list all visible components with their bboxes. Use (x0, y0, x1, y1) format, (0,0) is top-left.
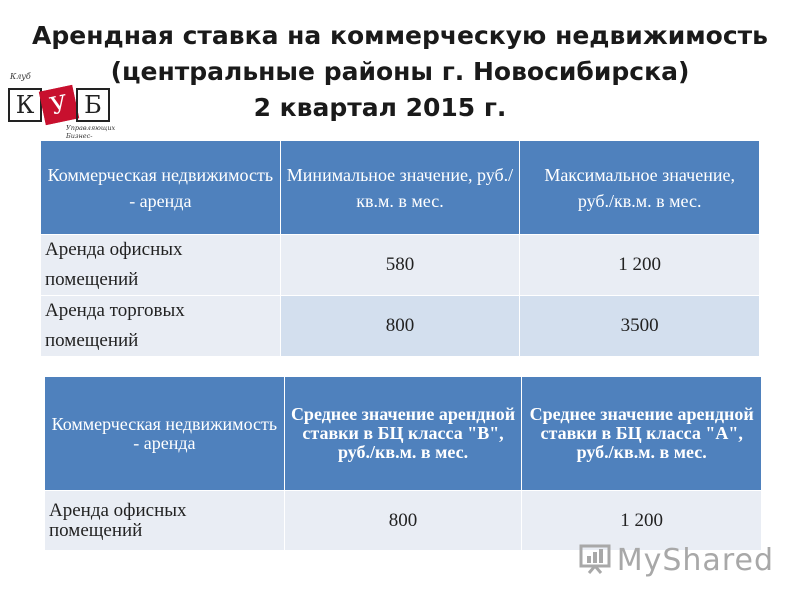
class-a-value: 1 200 (522, 491, 762, 551)
class-b-value: 800 (284, 491, 522, 551)
header-cell: Среднее значение арендной ставки в БЦ класса "В", руб./кв.м. в мес. (284, 377, 522, 491)
logo-subtitle: Управляющих Бизнес- (66, 124, 116, 140)
header-cell: Максимальное значение, руб./кв.м. в мес. (520, 141, 760, 235)
min-value: 800 (280, 296, 520, 357)
max-value: 3500 (520, 296, 760, 357)
table-row (41, 235, 760, 296)
title-line-3: 2 квартал 2015 г. (253, 93, 507, 122)
header-cell: Коммерческая недвижимость - аренда (41, 141, 281, 235)
table-header-row (41, 141, 760, 235)
min-value: 580 (280, 235, 520, 296)
max-value: 1 200 (520, 235, 760, 296)
watermark (579, 542, 774, 578)
page-title (0, 18, 800, 126)
header-cell: Среднее значение арендной ставки в БЦ класса "А", руб./кв.м. в мес. (522, 377, 762, 491)
logo-klub-text: Клуб (10, 72, 31, 81)
table-row (41, 296, 760, 357)
table-header-row (45, 377, 762, 491)
header-cell: Минимальное значение, руб./кв.м. в мес. (280, 141, 520, 235)
presentation-icon (579, 542, 613, 574)
row-label: Аренда офисных помещений (45, 491, 285, 551)
header-cell: Коммерческая недвижимость - аренда (45, 377, 285, 491)
row-label: Аренда торговых помещений (41, 296, 281, 357)
title-line-2: (центральные районы г. Новосибирска) (110, 57, 690, 86)
title-line-1: Арендная ставка на коммерческую недвижимость (32, 21, 768, 50)
club-logo (4, 70, 114, 142)
logo-letter-1: К (8, 88, 42, 122)
logo-letter-2: У (39, 85, 79, 125)
watermark-text: MyShared (616, 543, 774, 578)
logo-letter-3: Б (76, 88, 110, 122)
row-label: Аренда офисных помещений (41, 235, 281, 296)
rent-range-table (40, 140, 760, 357)
average-rent-table (44, 376, 762, 551)
